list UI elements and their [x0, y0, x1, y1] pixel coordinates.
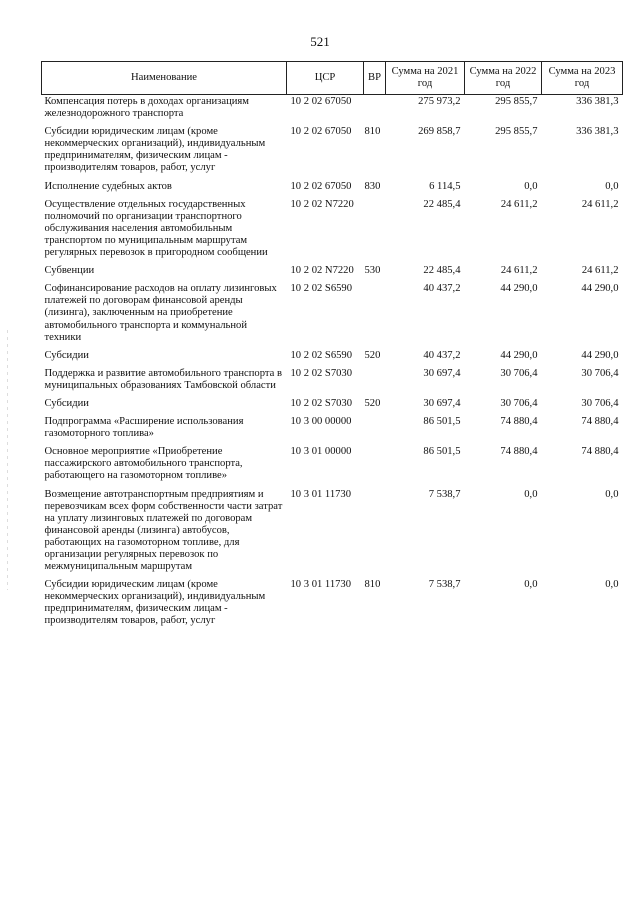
- scan-edge-mark: [7, 330, 8, 590]
- row-vr: [364, 488, 386, 579]
- row-sum-2023: 0,0: [605, 488, 619, 500]
- row-sum-2023: 30 706,4: [581, 397, 619, 409]
- row-sum-2021: 30 697,4: [423, 397, 461, 409]
- row-name: Возмещение автотранспортным предприятиям и перевозчикам всех форм собственности части затрат на уплату лизинговых платежей по договорам финансовой аренды (лизинга) автобусов, работающих на газомоторном топливе, для организации регулярных перевозок по межмуниципальным маршрутам: [44, 488, 283, 573]
- row-sum-2022: 0,0: [524, 488, 538, 500]
- row-vr: 830: [364, 180, 381, 192]
- table-body: [42, 95, 623, 633]
- row-csr: 10 2 02 N7220: [290, 198, 354, 210]
- row-vr: [364, 198, 386, 264]
- table-row: [42, 264, 623, 282]
- row-name: Осуществление отдельных государственных полномочий по организации транспортного обслуживания населения автомобильным транспортом по муниципальным маршрутам регулярных перевозок в пригородном сообщении: [44, 198, 268, 259]
- row-sum-2023: 74 880,4: [581, 446, 619, 458]
- row-sum-2022: 0,0: [524, 180, 538, 192]
- row-vr: 810: [364, 126, 381, 138]
- row-sum-2023: 336 381,3: [576, 126, 619, 138]
- header-vr: ВР: [364, 62, 386, 95]
- row-sum-2023: 44 290,0: [581, 283, 619, 295]
- row-csr: 10 2 02 S7030: [290, 367, 353, 379]
- row-csr: 10 2 02 67050: [290, 96, 352, 107]
- table-row: [42, 445, 623, 487]
- row-sum-2021: 7 538,7: [428, 488, 461, 500]
- row-sum-2022: 44 290,0: [500, 283, 538, 295]
- table-row: [42, 198, 623, 264]
- row-vr: [364, 282, 386, 348]
- row-csr: 10 2 02 67050: [290, 126, 352, 138]
- row-name: Поддержка и развитие автомобильного транспорта в муниципальных образованиях Тамбовской области: [44, 367, 282, 391]
- table-row: [42, 349, 623, 367]
- row-sum-2021: 86 501,5: [423, 416, 461, 428]
- row-sum-2022: 74 880,4: [500, 446, 538, 458]
- row-sum-2021: 6 114,5: [429, 180, 461, 192]
- row-sum-2023: 24 611,2: [581, 198, 619, 210]
- row-sum-2023: 0,0: [605, 180, 619, 192]
- row-sum-2021: 22 485,4: [423, 198, 461, 210]
- table-row: [42, 125, 623, 179]
- row-sum-2021: 7 538,7: [428, 579, 461, 591]
- table-row: [42, 488, 623, 579]
- row-vr: [364, 445, 386, 487]
- row-name: Субсидии: [44, 349, 89, 361]
- row-vr: 520: [364, 397, 381, 409]
- row-sum-2021: 22 485,4: [423, 265, 461, 277]
- table-row: [42, 578, 623, 632]
- row-sum-2023: 0,0: [605, 579, 619, 591]
- table-row: [42, 367, 623, 397]
- table-row: [42, 95, 623, 126]
- row-sum-2022: 74 880,4: [500, 416, 538, 428]
- row-sum-2021: 269 858,7: [418, 126, 461, 138]
- row-csr: 10 2 02 S6590: [290, 283, 353, 295]
- row-sum-2023: 24 611,2: [581, 265, 619, 277]
- row-vr: 530: [364, 265, 381, 277]
- row-sum-2022: 30 706,4: [500, 367, 538, 379]
- row-sum-2021: 30 697,4: [423, 367, 461, 379]
- row-csr: 10 3 01 11730: [290, 579, 352, 591]
- row-name: Компенсация потерь в доходах организациям железнодорожного транспорта: [44, 96, 249, 120]
- budget-table: [41, 61, 623, 633]
- row-name: Основное мероприятие «Приобретение пассажирского автомобильного транспорта, работающего на газомоторном топливе»: [44, 446, 243, 482]
- row-sum-2022: 24 611,2: [500, 198, 538, 210]
- header-csr: ЦСР: [287, 62, 364, 95]
- row-sum-2022: 295 855,7: [495, 126, 538, 138]
- header-sum-2021: Сумма на 2021 год: [386, 62, 465, 95]
- row-name: Подпрограмма «Расширение использования газомоторного топлива»: [44, 416, 244, 440]
- row-csr: 10 2 02 S7030: [290, 397, 353, 409]
- table-row: [42, 415, 623, 445]
- row-sum-2023: 44 290,0: [581, 349, 619, 361]
- page-number: 521: [310, 34, 330, 49]
- header-sum-2022: Сумма на 2022 год: [465, 62, 542, 95]
- row-name: Софинансирование расходов на оплату лизинговых платежей по договорам финансовой аренды (лизинга), заключенным на приобретение автомобильного транспорта и коммунальной техники: [44, 283, 277, 343]
- row-sum-2022: 24 611,2: [500, 265, 538, 277]
- row-sum-2022: 44 290,0: [500, 349, 538, 361]
- row-sum-2023: 30 706,4: [581, 367, 619, 379]
- row-csr: 10 2 02 N7220: [290, 265, 354, 277]
- row-csr: 10 3 01 00000: [290, 446, 352, 458]
- row-sum-2021: 40 437,2: [423, 283, 461, 295]
- row-csr: 10 3 01 11730: [290, 488, 352, 500]
- row-name: Субсидии: [44, 397, 89, 409]
- row-sum-2021: 86 501,5: [423, 446, 461, 458]
- table-row: [42, 180, 623, 198]
- row-vr: 520: [364, 349, 381, 361]
- row-name: Субвенции: [44, 265, 95, 277]
- table-row: [42, 282, 623, 348]
- row-sum-2022: 30 706,4: [500, 397, 538, 409]
- table-header-row: [42, 62, 623, 95]
- row-csr: 10 2 02 67050: [290, 180, 352, 192]
- row-vr: [364, 415, 386, 445]
- row-vr: [364, 367, 386, 397]
- row-csr: 10 2 02 S6590: [290, 349, 353, 361]
- row-sum-2021: 40 437,2: [423, 349, 461, 361]
- row-name: Исполнение судебных актов: [44, 180, 172, 192]
- row-sum-2021: 275 973,2: [418, 96, 461, 107]
- row-name: Субсидии юридическим лицам (кроме некоммерческих организаций), индивидуальным предпринимателям, физическим лицам - производителям товаров, работ, услуг: [44, 126, 266, 174]
- row-vr: [364, 95, 386, 126]
- row-name: Субсидии юридическим лицам (кроме некоммерческих организаций), индивидуальным предпринимателям, физическим лицам - производителям товаров, работ, услуг: [44, 579, 266, 627]
- row-sum-2022: 0,0: [524, 579, 538, 591]
- row-sum-2023: 336 381,3: [576, 96, 619, 107]
- row-sum-2023: 74 880,4: [581, 416, 619, 428]
- table-row: [42, 397, 623, 415]
- row-vr: 810: [364, 579, 381, 591]
- header-name: Наименование: [42, 62, 287, 95]
- header-sum-2023: Сумма на 2023 год: [542, 62, 623, 95]
- row-sum-2022: 295 855,7: [495, 96, 538, 107]
- row-csr: 10 3 00 00000: [290, 416, 352, 428]
